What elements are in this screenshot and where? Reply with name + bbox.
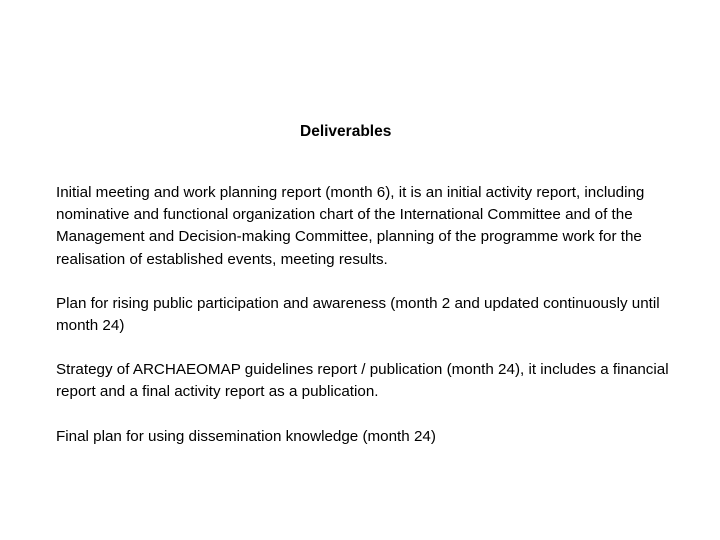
deliverable-item-initial-meeting-report: Initial meeting and work planning report (month 6), it is an initial activity report, including nominative and functional organization chart of the International Committee and of the Management and Decision-making Committee, planning of the programme work for the realisation of established events, meeting results.: [56, 184, 645, 268]
deliverable-item-public-participation-plan: Plan for rising public participation and awareness (month 2 and updated continuously until month 24): [56, 294, 660, 335]
deliverable-item-dissemination-plan: Final plan for using dissemination knowledge (month 24): [56, 427, 436, 445]
page-title: Deliverables: [300, 123, 392, 140]
deliverables-list: [56, 182, 676, 470]
deliverable-item-guidelines-report: Strategy of ARCHAEOMAP guidelines report / publication (month 24), it includes a financial report and a final activity report as a publication.: [56, 361, 669, 401]
